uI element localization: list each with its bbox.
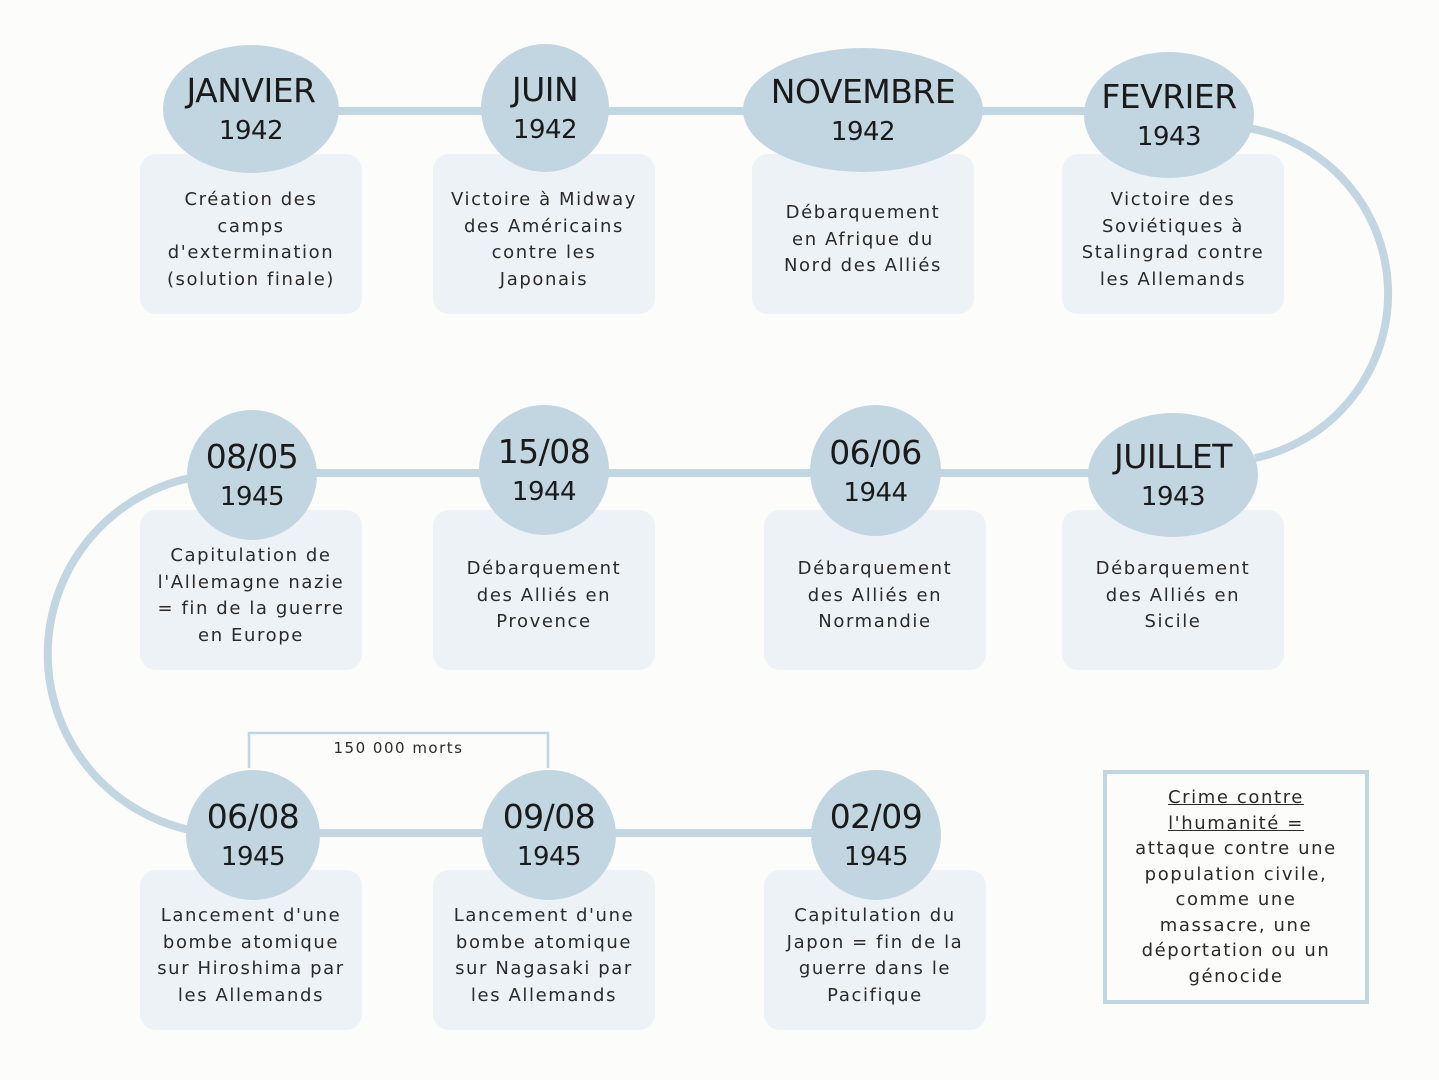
date-year: 1942 bbox=[830, 117, 896, 147]
event-description: Victoire à Midway des Américains contre les Japonais bbox=[450, 189, 637, 290]
event-description: Débarquement des Alliés en Provence bbox=[466, 558, 622, 633]
date-year: 1944 bbox=[511, 477, 577, 507]
event-description: Création des camps d'extermination (solution finale) bbox=[166, 189, 336, 290]
date-bubble-06-08-1945 bbox=[186, 770, 320, 900]
date-bubble-08-05-1945 bbox=[187, 410, 317, 540]
date-label: JUILLET bbox=[1114, 437, 1232, 476]
date-year: 1942 bbox=[512, 115, 578, 145]
date-year: 1943 bbox=[1136, 122, 1202, 152]
date-label: 15/08 bbox=[497, 432, 591, 471]
event-description: Débarquement en Afrique du Nord des Alliés bbox=[783, 202, 943, 277]
event-description: Victoire des Soviétiques à Stalingrad contre les Allemands bbox=[1081, 189, 1265, 290]
event-description: Lancement d'une bombe atomique sur Nagasaki par les Allemands bbox=[453, 905, 635, 1006]
date-bubble-novembre-1942 bbox=[743, 48, 983, 172]
date-label: NOVEMBRE bbox=[770, 72, 956, 111]
date-year: 1945 bbox=[843, 842, 909, 872]
date-bubble-fevrier-1943 bbox=[1084, 52, 1254, 178]
date-bubble-06-06-1944 bbox=[810, 405, 941, 536]
date-bubble-juillet-1943 bbox=[1088, 413, 1258, 537]
event-description: Capitulation du Japon = fin de la guerre dans le Pacifique bbox=[786, 905, 964, 1006]
definition-box bbox=[1103, 770, 1369, 1004]
date-label: 06/06 bbox=[829, 432, 922, 472]
date-year: 1945 bbox=[516, 842, 582, 872]
date-bubble-02-09-1945 bbox=[811, 770, 941, 900]
event-card-juin-1942 bbox=[433, 154, 655, 314]
date-label: 02/09 bbox=[829, 797, 923, 836]
event-description: Lancement d'une bombe atomique sur Hiroshima par les Allemands bbox=[157, 905, 345, 1006]
event-card-novembre-1942 bbox=[752, 154, 974, 314]
date-year: 1945 bbox=[220, 842, 286, 872]
event-card-janvier-1942 bbox=[140, 154, 362, 314]
date-year: 1943 bbox=[1140, 482, 1206, 512]
date-label: JANVIER bbox=[186, 71, 316, 110]
date-label: 06/08 bbox=[206, 797, 300, 836]
death-toll-label: 150 000 morts bbox=[333, 739, 464, 757]
date-label: FEVRIER bbox=[1101, 77, 1237, 116]
date-label: JUIN bbox=[511, 70, 579, 109]
date-year: 1942 bbox=[218, 116, 284, 146]
definition-body: attaque contre une population civile, comme une massacre, une déportation ou un génocide bbox=[1135, 838, 1337, 987]
date-bubble-15-08-1944 bbox=[479, 405, 609, 535]
date-bubble-janvier-1942 bbox=[163, 45, 339, 173]
date-label: 09/08 bbox=[502, 797, 596, 836]
date-year: 1945 bbox=[219, 482, 285, 512]
event-description: Débarquement des Alliés en Normandie bbox=[797, 558, 953, 633]
date-year: 1944 bbox=[843, 477, 908, 508]
date-bubble-09-08-1945 bbox=[482, 770, 616, 900]
date-bubble-juin-1942 bbox=[481, 44, 609, 172]
definition-title: Crime contre l'humanité = bbox=[1168, 787, 1304, 834]
date-label: 08/05 bbox=[205, 437, 299, 476]
event-description: Débarquement des Alliés en Sicile bbox=[1095, 558, 1251, 633]
event-description: Capitulation de l'Allemagne nazie = fin de la guerre en Europe bbox=[157, 545, 345, 646]
event-card-fevrier-1943 bbox=[1062, 154, 1284, 314]
